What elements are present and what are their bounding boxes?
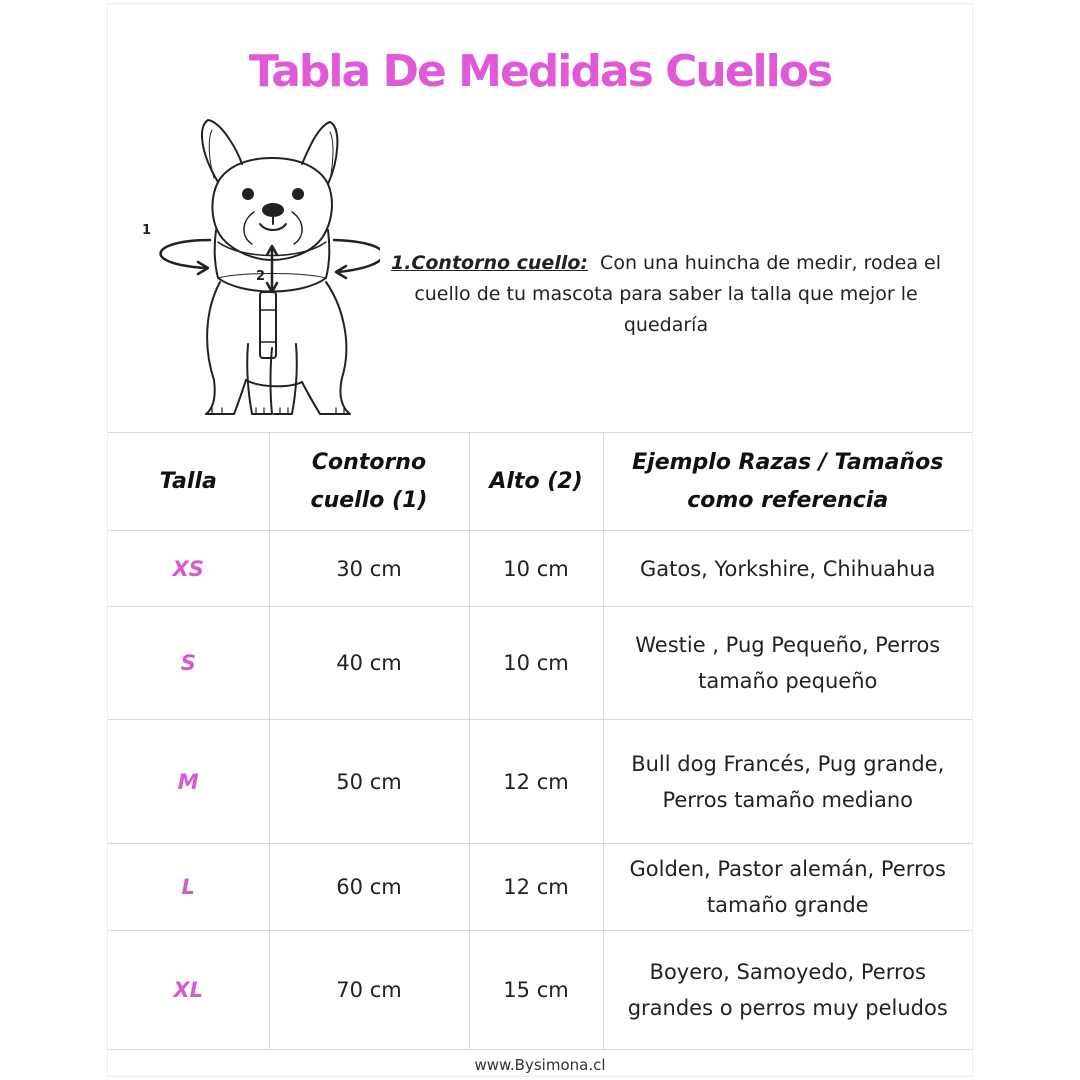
neck-contour: 40 cm	[269, 607, 469, 720]
neck-contour: 30 cm	[269, 531, 469, 607]
size-label: M	[108, 720, 269, 844]
measure-instructions	[386, 248, 946, 341]
header-alto: Alto (2)	[469, 433, 603, 531]
collar-height: 15 cm	[469, 931, 603, 1050]
collar-height: 12 cm	[469, 720, 603, 844]
size-chart-sheet	[108, 4, 972, 1076]
header-ejemplo: Ejemplo Razas / Tamaños como referencia	[603, 433, 972, 531]
arrow-2-label: 2	[256, 269, 266, 284]
breed-examples: Bull dog Francés, Pug grande, Perros tamaño mediano	[603, 720, 972, 844]
website-footer: www.Bysimona.cl	[474, 1056, 606, 1074]
breed-examples: Gatos, Yorkshire, Chihuahua	[603, 531, 972, 607]
dog-measure-illustration	[130, 112, 380, 422]
collar-height: 10 cm	[469, 607, 603, 720]
collar-height: 10 cm	[469, 531, 603, 607]
size-label: S	[108, 607, 269, 720]
size-table	[108, 432, 972, 1050]
neck-contour: 50 cm	[269, 720, 469, 844]
breed-examples: Golden, Pastor alemán, Perros tamaño grande	[603, 844, 972, 931]
breed-examples: Boyero, Samoyedo, Perros grandes o perros muy peludos	[603, 931, 972, 1050]
table-header-row	[108, 433, 972, 531]
size-label: XL	[108, 931, 269, 1050]
size-label: XS	[108, 531, 269, 607]
page-title: Tabla De Medidas Cuellos	[248, 46, 832, 97]
size-label: L	[108, 844, 269, 931]
breed-examples: Westie , Pug Pequeño, Perros tamaño pequeño	[603, 607, 972, 720]
arrow-1-label: 1	[142, 223, 152, 238]
table-row	[108, 607, 972, 720]
table-row	[108, 720, 972, 844]
neck-contour: 60 cm	[269, 844, 469, 931]
collar-height: 12 cm	[469, 844, 603, 931]
neck-contour: 70 cm	[269, 931, 469, 1050]
table-row	[108, 844, 972, 931]
header-contorno: Contorno cuello (1)	[269, 433, 469, 531]
table-row	[108, 531, 972, 607]
instructions-heading: 1.Contorno cuello:	[390, 252, 588, 274]
instructions-text: Con una huincha de medir, rodea el cuello de tu mascota para saber la talla que mejor le quedaría	[414, 252, 941, 336]
header-talla: Talla	[108, 433, 269, 531]
table-row	[108, 931, 972, 1050]
